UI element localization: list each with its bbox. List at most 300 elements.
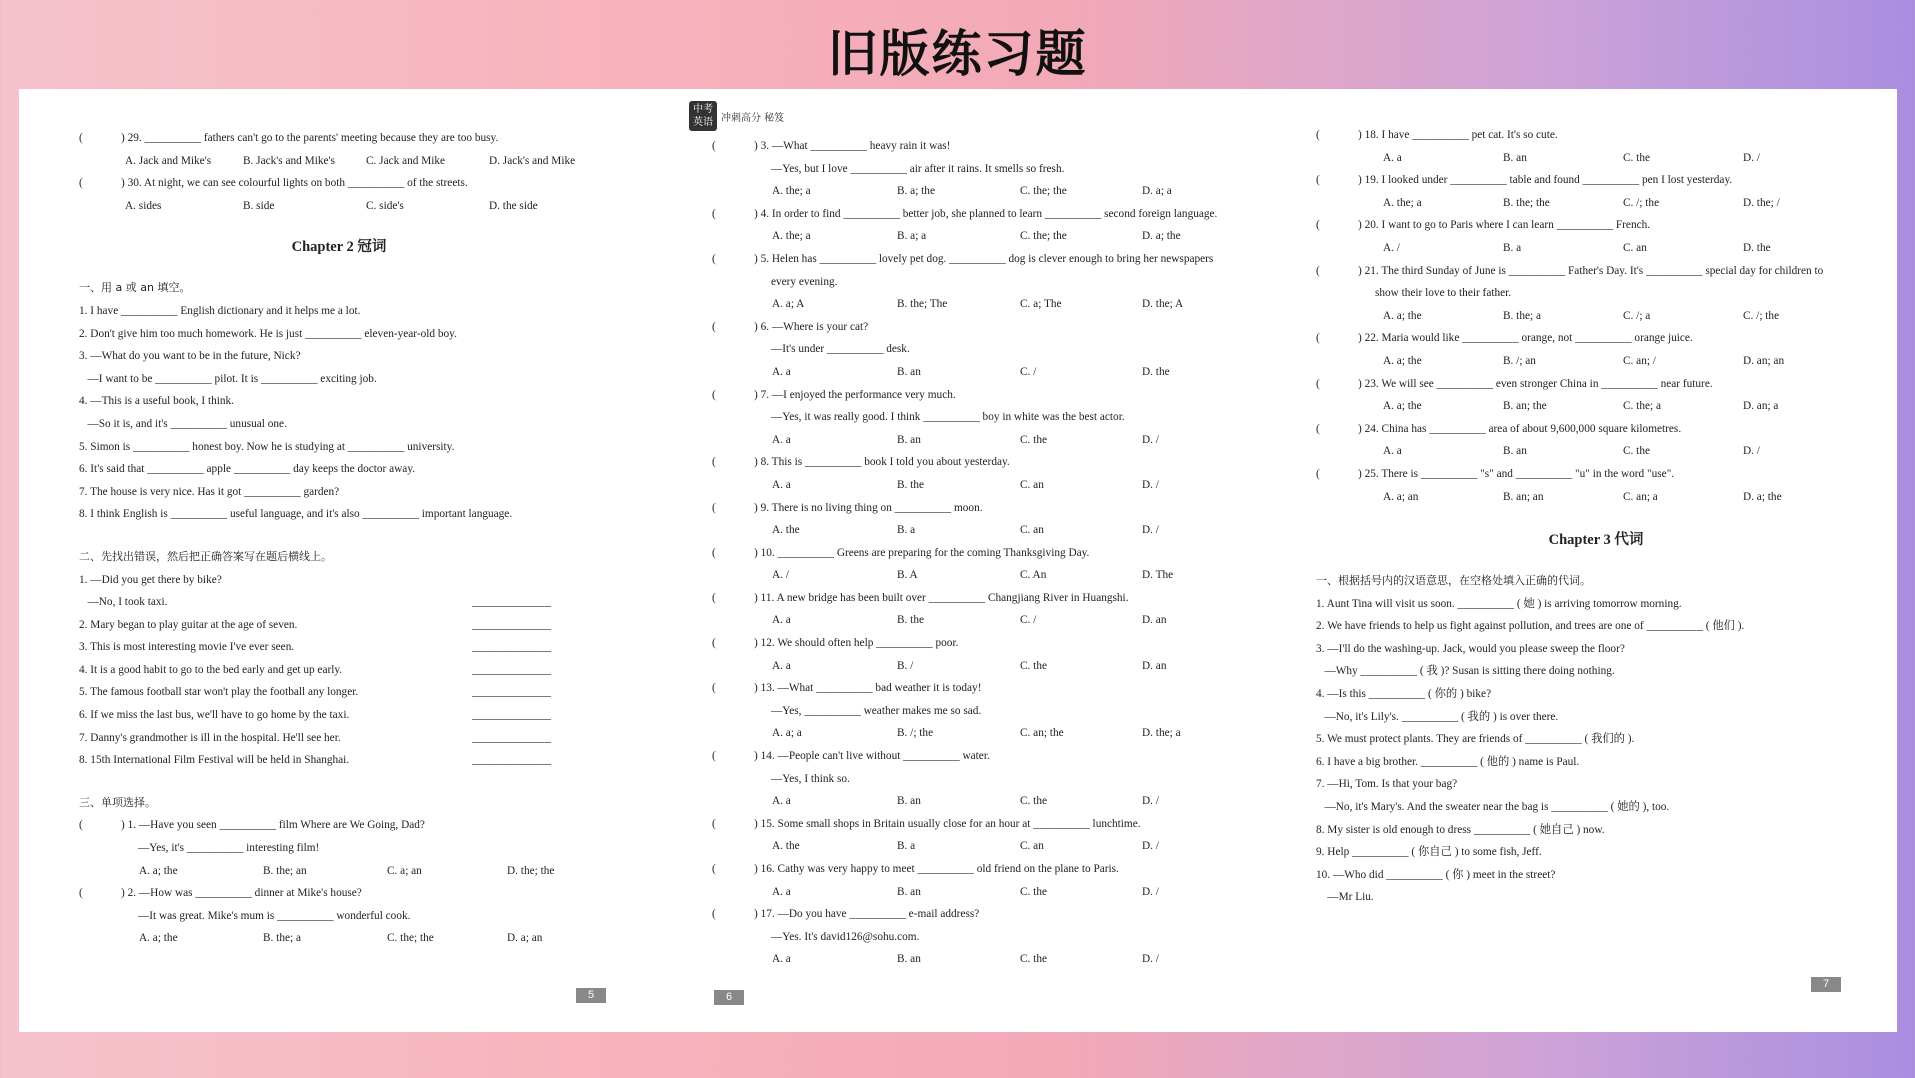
option-c: C. the — [1623, 151, 1650, 164]
question-text: ) 1. —Have you seen __________ film Where are We Going, Dad? — [121, 819, 425, 832]
question-line — [712, 474, 1272, 497]
question-text: ) 17. —Do you have __________ e-mail address? — [754, 908, 980, 921]
option-d: D. / — [1142, 953, 1159, 966]
option-d: D. an — [1142, 614, 1167, 627]
question-line — [712, 384, 1272, 407]
question-line — [712, 180, 1272, 203]
exercise-line: 10. —Who did __________ ( 你 ) meet in the street? — [1316, 868, 1556, 881]
option-b: B. a; the — [897, 185, 935, 198]
option-d: D. / — [1142, 524, 1159, 537]
question-text: 3. This is most interesting movie I've ever seen. — [79, 641, 295, 654]
option-d: D. the side — [489, 199, 538, 212]
answer-paren[interactable]: ( — [1316, 129, 1320, 141]
answer-line[interactable]: ______________ — [472, 754, 552, 767]
answer-line[interactable]: ______________ — [472, 731, 552, 744]
option-b: B. the; The — [897, 298, 948, 311]
question-line — [712, 745, 1272, 768]
exercise-line: —No, it's Mary's. And the sweater near the bag is __________ ( 她的 ), too. — [1316, 801, 1670, 814]
option-d: D. the; the — [507, 864, 555, 877]
question-line — [79, 927, 599, 950]
exercise-line: 4. —Is this __________ ( 你的 ) bike? — [1316, 688, 1492, 701]
error-correction-line — [79, 749, 599, 772]
answer-paren[interactable]: ( — [712, 591, 716, 604]
question-line — [712, 858, 1272, 881]
question-text: ) 15. Some small shops in Britain usually close for an hour at __________ lunchtime. — [754, 817, 1141, 830]
option-c: C. the — [1020, 433, 1047, 446]
exercise-line: 8. My sister is old enough to dress __________ ( 她自己 ) now. — [1316, 823, 1605, 836]
option-c: C. the; the — [387, 932, 434, 945]
question-text: every evening. — [754, 275, 838, 288]
error-correction-line — [79, 727, 599, 750]
question-text: ) 12. We should often help __________ poor. — [754, 637, 959, 650]
option-d: D. Jack's and Mike — [489, 154, 576, 167]
question-line — [712, 293, 1272, 316]
question-text: ) 7. —I enjoyed the performance very much. — [754, 388, 956, 401]
option-b: B. a — [1503, 241, 1522, 254]
option-b: B. the; an — [263, 864, 307, 877]
option-d: D. the; / — [1743, 196, 1780, 209]
question-line — [1316, 282, 1876, 305]
question-line — [712, 881, 1272, 904]
question-line — [1316, 486, 1876, 509]
exercise-line: —I want to be __________ pilot. It is __________ exciting job. — [79, 372, 377, 385]
question-line — [79, 127, 599, 150]
exercise-line: —So it is, and it's __________ unusual one. — [79, 417, 287, 430]
question-line — [712, 587, 1272, 610]
answer-paren[interactable]: ( — [712, 546, 716, 559]
option-a: A. the — [772, 524, 800, 537]
answer-line[interactable]: ______________ — [472, 618, 552, 631]
option-a: A. / — [1383, 241, 1400, 254]
error-correction-line — [79, 569, 599, 592]
option-c: C. an; the — [1020, 727, 1064, 740]
answer-paren[interactable]: ( — [1316, 219, 1320, 232]
question-text: ) 20. I want to go to Paris where I can learn __________ French. — [1358, 219, 1651, 232]
question-text: —It was great. Mike's mum is __________ wonderful cook. — [121, 909, 411, 922]
option-c: C. an — [1020, 524, 1044, 537]
page-number-6: 6 — [714, 990, 744, 1005]
option-a: A. sides — [125, 199, 162, 212]
option-d: D. / — [1743, 151, 1760, 164]
question-line — [79, 172, 599, 195]
answer-paren[interactable]: ( — [79, 887, 83, 900]
question-text: —It's under __________ desk. — [754, 343, 910, 356]
question-text: ) 24. China has __________ area of about 9,600,000 square kilometres. — [1358, 422, 1682, 435]
question-text: ) 30. At night, we can see colourful lights on both __________ of the streets. — [121, 177, 468, 190]
question-text: ) 19. I looked under __________ table and found __________ pen I lost yesterday. — [1358, 174, 1733, 187]
option-b: B. an — [897, 365, 921, 378]
exercise-line: —Mr Liu. — [1316, 891, 1374, 904]
option-c: C. the; the — [1020, 230, 1067, 243]
question-text: —Yes, it's __________ interesting film! — [121, 842, 320, 855]
option-a: A. a; an — [1383, 490, 1419, 503]
exercise-line: —Why __________ ( 我 )? Susan is sitting there doing nothing. — [1316, 665, 1615, 678]
answer-paren[interactable]: ( — [712, 320, 716, 333]
option-c: C. Jack and Mike — [366, 154, 446, 167]
question-text: ) 10. __________ Greens are preparing for the coming Thanksgiving Day. — [754, 546, 1090, 559]
option-b: B. /; the — [897, 727, 934, 740]
question-text: ) 18. I have __________ pet cat. It's so cute. — [1358, 129, 1558, 141]
question-line — [712, 429, 1272, 452]
question-line — [79, 837, 599, 860]
option-c: C. the; a — [1623, 400, 1661, 413]
option-a: A. a — [772, 478, 791, 491]
option-a: A. / — [772, 569, 789, 582]
answer-paren[interactable]: ( — [712, 207, 716, 220]
option-c: C. the — [1020, 953, 1047, 966]
question-line — [712, 948, 1272, 971]
page-title: 旧版练习题 — [827, 25, 1088, 83]
option-b: B. an — [897, 795, 921, 808]
error-correction-line — [79, 704, 599, 727]
option-c: C. / — [1020, 614, 1037, 627]
option-d: D. an; a — [1743, 400, 1779, 413]
option-c: C. a; an — [387, 864, 422, 877]
option-d: D. / — [1142, 795, 1159, 808]
question-line — [79, 195, 599, 218]
question-line — [712, 790, 1272, 813]
question-text: —No, I took taxi. — [79, 596, 168, 609]
option-c: C. an — [1020, 840, 1044, 853]
option-d: D. The — [1142, 569, 1174, 582]
question-text: —Yes, but I love __________ air after it rains. It smells so fresh. — [754, 162, 1065, 175]
answer-paren[interactable]: ( — [79, 177, 83, 190]
option-a: A. a — [772, 659, 791, 672]
question-line — [79, 814, 599, 837]
question-line — [1316, 395, 1876, 418]
question-line — [1316, 350, 1876, 373]
option-a: A. the; a — [1383, 196, 1422, 209]
question-text: ) 23. We will see __________ even stronger China in __________ near future. — [1358, 377, 1713, 390]
question-text: ) 5. Helen has __________ lovely pet dog. __________ dog is clever enough to bring her newspapers — [754, 252, 1214, 265]
option-a: A. Jack and Mike's — [125, 154, 212, 167]
option-d: D. the — [1743, 241, 1771, 254]
question-text: ) 16. Cathy was very happy to meet __________ old friend on the plane to Paris. — [754, 863, 1119, 875]
question-text: ) 25. There is __________ "s" and __________ "u" in the word "use". — [1358, 467, 1675, 480]
question-line — [79, 860, 599, 883]
question-text: 8. 15th International Film Festival will be held in Shanghai. — [79, 754, 350, 767]
option-b: B. side — [243, 199, 275, 212]
page-5 — [79, 89, 599, 1070]
question-text: 1. —Did you get there by bike? — [79, 573, 222, 586]
option-b: B. the; the — [1503, 196, 1550, 209]
question-line — [712, 700, 1272, 723]
question-line — [712, 338, 1272, 361]
question-text: ) 13. —What __________ bad weather it is today! — [754, 682, 982, 695]
question-text: ) 8. This is __________ book I told you about yesterday. — [754, 456, 1010, 469]
option-a: A. a — [772, 885, 791, 898]
exercise-line: —No, it's Lily's. __________ ( 我的 ) is over there. — [1316, 710, 1559, 723]
question-line — [1316, 214, 1876, 237]
option-c: C. /; the — [1623, 196, 1660, 209]
option-b: B. A — [897, 569, 918, 582]
exercise-line: 5. Simon is __________ honest boy. Now he is studying at __________ university. — [79, 440, 455, 453]
section-2-title: 二、先找出错误，然后把正确答案写在题后横线上。 — [79, 549, 332, 563]
option-d: D. / — [1142, 840, 1159, 853]
exercise-line: 6. I have a big brother. __________ ( 他的 ) name is Paul. — [1316, 755, 1580, 768]
question-line — [79, 882, 599, 905]
option-a: A. a — [772, 365, 791, 378]
question-line — [712, 542, 1272, 565]
option-d: C. /; the — [1743, 309, 1780, 322]
exercise-line: 7. The house is very nice. Has it got __________ garden? — [79, 485, 340, 498]
question-line — [79, 150, 599, 173]
option-c: C. the — [1020, 885, 1047, 898]
error-correction-line — [79, 614, 599, 637]
question-text: ) 6. —Where is your cat? — [754, 320, 869, 333]
exercise-line: 5. We must protect plants. They are friends of __________ ( 我们的 ). — [1316, 733, 1635, 746]
exercise-line: 9. Help __________ ( 你自己 ) to some fish, Jeff. — [1316, 846, 1542, 859]
answer-paren[interactable]: ( — [712, 750, 716, 763]
exercise-line: 8. I think English is __________ useful language, and it's also __________ important language. — [79, 508, 513, 521]
option-c: C. an — [1623, 241, 1647, 254]
question-line — [1316, 237, 1876, 260]
option-d: D. an — [1142, 659, 1167, 672]
option-a: A. a; the — [1383, 354, 1422, 367]
section-3-title: 三、单项选择。 — [79, 795, 156, 809]
answer-line[interactable]: ______________ — [472, 709, 552, 722]
question-line — [1316, 327, 1876, 350]
answer-line[interactable]: ______________ — [472, 596, 552, 609]
answer-paren[interactable]: ( — [712, 908, 716, 921]
error-correction-line — [79, 591, 599, 614]
answer-paren[interactable]: ( — [712, 456, 716, 469]
question-line — [1316, 124, 1876, 147]
exercise-line: 3. —I'll do the washing-up. Jack, would you please sweep the floor? — [1316, 642, 1625, 655]
option-d: D. the; a — [1142, 727, 1181, 740]
option-a: A. a — [772, 433, 791, 446]
option-a: A. a — [1383, 445, 1402, 458]
question-line — [712, 451, 1272, 474]
option-a: A. the; a — [772, 185, 811, 198]
question-line — [1316, 373, 1876, 396]
exercise-line: 1. I have __________ English dictionary and it helps me a lot. — [79, 304, 361, 317]
option-a: A. a — [772, 953, 791, 966]
question-line — [712, 135, 1272, 158]
question-line — [1316, 305, 1876, 328]
answer-paren[interactable]: ( — [712, 388, 716, 401]
option-d: D. a; a — [1142, 185, 1172, 198]
option-c: C. an; a — [1623, 490, 1658, 503]
question-line — [712, 225, 1272, 248]
question-text: ) 29. __________ fathers can't go to the parents' meeting because they are too busy. — [121, 132, 499, 144]
question-line — [712, 316, 1272, 339]
question-line — [712, 158, 1272, 181]
exercise-line: 3. —What do you want to be in the future, Nick? — [79, 350, 301, 363]
answer-paren[interactable]: ( — [79, 132, 83, 144]
option-c: C. the; the — [1020, 185, 1067, 198]
question-line — [712, 361, 1272, 384]
question-line — [1316, 440, 1876, 463]
answer-paren[interactable]: ( — [1316, 467, 1320, 480]
option-d: D. a; the — [1142, 230, 1181, 243]
answer-paren[interactable]: ( — [1316, 377, 1320, 390]
question-text: ) 2. —How was __________ dinner at Mike's house? — [121, 887, 362, 900]
option-b: B. the — [897, 478, 924, 491]
question-line — [712, 271, 1272, 294]
exercise-line: 4. —This is a useful book, I think. — [79, 395, 235, 408]
question-text: 4. It is a good habit to go to the bed early and get up early. — [79, 663, 343, 676]
question-text: —Yes. It's david126@sohu.com. — [754, 930, 920, 943]
option-a: A. a; a — [772, 727, 802, 740]
exercise-line: 7. —Hi, Tom. Is that your bag? — [1316, 778, 1458, 791]
section-1-title: 一、用 a 或 an 填空。 — [79, 281, 191, 295]
option-c: C. a; The — [1020, 298, 1062, 311]
option-c: C. the — [1623, 445, 1650, 458]
question-text: —Yes, I think so. — [754, 772, 850, 785]
question-line — [712, 677, 1272, 700]
option-a: A. a; the — [1383, 400, 1422, 413]
question-text: 6. If we miss the last bus, we'll have to go home by the taxi. — [79, 709, 350, 722]
option-c: C. side's — [366, 199, 404, 212]
error-correction-line — [79, 659, 599, 682]
question-text: 5. The famous football star won't play the football any longer. — [79, 686, 359, 699]
question-line — [712, 564, 1272, 587]
question-line — [712, 722, 1272, 745]
error-correction-line — [79, 681, 599, 704]
exercise-line: 2. Don't give him too much homework. He is just __________ eleven-year-old boy. — [79, 327, 457, 340]
question-line — [712, 835, 1272, 858]
option-d: D. the — [1142, 365, 1170, 378]
page-number-5: 5 — [576, 988, 606, 1003]
option-a: A. a — [772, 614, 791, 627]
option-a: A. a; the — [1383, 309, 1422, 322]
question-line — [79, 905, 599, 928]
answer-paren[interactable]: ( — [712, 637, 716, 650]
question-text: —Yes, it was really good. I think __________ boy in white was the best actor. — [754, 411, 1125, 424]
question-text: ) 14. —People can't live without __________ water. — [754, 750, 990, 763]
question-line — [712, 203, 1272, 226]
option-b: B. an — [1503, 445, 1527, 458]
option-c: C. the — [1020, 795, 1047, 808]
workbook-spread — [19, 89, 1897, 1032]
exercise-line: 1. Aunt Tina will visit us soon. __________ ( 她 ) is arriving tomorrow morning. — [1316, 597, 1682, 610]
question-line — [712, 519, 1272, 542]
option-a: A. a; the — [139, 932, 178, 945]
question-line — [1316, 147, 1876, 170]
option-a: A. a; the — [139, 864, 178, 877]
option-b: B. the; a — [1503, 309, 1541, 322]
question-line — [712, 813, 1272, 836]
answer-paren[interactable]: ( — [712, 817, 716, 830]
question-text: ) 4. In order to find __________ better job, she planned to learn __________ second foreign language. — [754, 207, 1218, 220]
question-text: ) 21. The third Sunday of June is __________ Father's Day. It's __________ special day for children to — [1358, 264, 1824, 277]
answer-paren[interactable]: ( — [1316, 264, 1320, 277]
answer-line[interactable]: ______________ — [472, 663, 552, 676]
question-text: show their love to their father. — [1358, 287, 1512, 300]
option-b: B. Jack's and Mike's — [243, 154, 335, 167]
option-c: C. /; a — [1623, 309, 1651, 322]
option-b: B. the — [897, 614, 924, 627]
question-text: —Yes, __________ weather makes me so sad. — [754, 704, 982, 717]
option-a: A. a — [1383, 151, 1402, 164]
option-b: B. / — [897, 659, 914, 672]
answer-paren[interactable]: ( — [712, 140, 716, 152]
question-line — [712, 632, 1272, 655]
option-d: D. a; the — [1743, 490, 1782, 503]
question-line — [1316, 192, 1876, 215]
answer-paren[interactable]: ( — [1316, 422, 1320, 435]
question-line — [712, 655, 1272, 678]
error-correction-line — [79, 636, 599, 659]
option-b: B. a — [897, 524, 916, 537]
question-text: ) 3. —What __________ heavy rain it was! — [754, 140, 951, 152]
option-c: C. / — [1020, 365, 1037, 378]
option-b: B. an — [897, 433, 921, 446]
logo-box: 中考英语 — [689, 101, 717, 131]
chapter-3-title: Chapter 3 代词 — [1548, 532, 1644, 549]
option-d: D. an; an — [1743, 354, 1785, 367]
option-a: A. a — [772, 795, 791, 808]
question-line — [712, 926, 1272, 949]
option-b: B. a; a — [897, 230, 927, 243]
answer-paren[interactable]: ( — [712, 252, 716, 265]
question-line — [1316, 260, 1876, 283]
answer-paren[interactable]: ( — [1316, 332, 1320, 345]
option-c: C. An — [1020, 569, 1047, 582]
option-c: C. an — [1020, 478, 1044, 491]
option-c: C. the — [1020, 659, 1047, 672]
question-line — [712, 609, 1272, 632]
question-line — [1316, 418, 1876, 441]
question-line — [1316, 169, 1876, 192]
question-text: ) 11. A new bridge has been built over __________ Changjiang River in Huangshi. — [754, 591, 1129, 604]
page-6 — [712, 89, 1272, 1078]
question-line — [712, 406, 1272, 429]
answer-paren[interactable]: ( — [1316, 174, 1320, 187]
option-c: C. an; / — [1623, 354, 1656, 367]
option-d: D. / — [1142, 478, 1159, 491]
option-d: D. a; an — [507, 932, 543, 945]
option-b: B. /; an — [1503, 354, 1536, 367]
option-d: D. / — [1142, 433, 1159, 446]
question-line — [1316, 463, 1876, 486]
question-text: 2. Mary began to play guitar at the age of seven. — [79, 618, 298, 631]
section-title: 一、根据括号内的汉语意思，在空格处填入正确的代词。 — [1316, 574, 1591, 588]
question-line — [712, 903, 1272, 926]
option-d: D. the; A — [1142, 298, 1184, 311]
question-line — [712, 768, 1272, 791]
answer-paren[interactable]: ( — [712, 682, 716, 695]
exercise-line: 6. It's said that __________ apple __________ day keeps the doctor away. — [79, 463, 416, 476]
answer-line[interactable]: ______________ — [472, 641, 552, 654]
option-b: B. an — [897, 953, 921, 966]
question-text: ) 22. Maria would like __________ orange, not __________ orange juice. — [1358, 332, 1693, 345]
option-b: B. a — [897, 840, 916, 853]
exercise-line: 2. We have friends to help us fight against pollution, and trees are one of __________ ( 他们 ). — [1316, 620, 1745, 633]
option-b: B. an; an — [1503, 490, 1544, 503]
option-d: D. / — [1743, 445, 1760, 458]
logo-text: 冲刺高分 秘笈 — [721, 112, 785, 124]
question-text: 7. Danny's grandmother is ill in the hospital. He'll see her. — [79, 731, 341, 744]
answer-paren[interactable]: ( — [79, 819, 83, 832]
option-b: B. an — [1503, 151, 1527, 164]
answer-paren[interactable]: ( — [712, 501, 716, 514]
question-line — [712, 497, 1272, 520]
option-a: A. the; a — [772, 230, 811, 243]
answer-line[interactable]: ______________ — [472, 686, 552, 699]
option-d: D. / — [1142, 885, 1159, 898]
chapter-2-title: Chapter 2 冠词 — [291, 239, 387, 256]
answer-paren[interactable]: ( — [712, 863, 716, 875]
option-a: A. the — [772, 840, 800, 853]
option-b: B. an — [897, 885, 921, 898]
question-line — [712, 248, 1272, 271]
option-a: A. a; A — [772, 298, 805, 311]
option-b: B. an; the — [1503, 400, 1547, 413]
question-text: ) 9. There is no living thing on __________ moon. — [754, 501, 983, 514]
page-7 — [1316, 89, 1876, 1067]
